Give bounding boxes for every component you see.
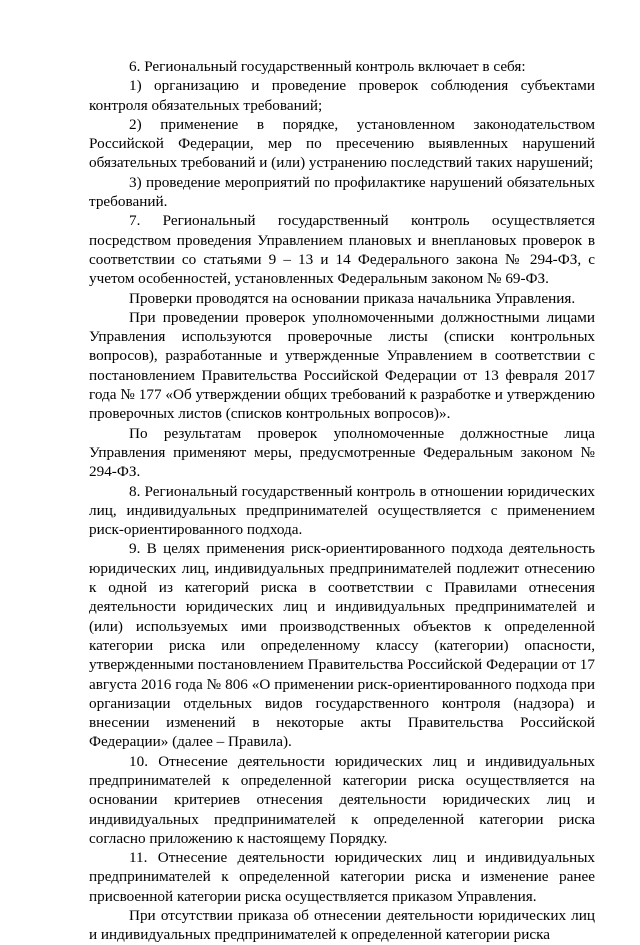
paragraph-checklists: При проведении проверок уполномоченными должностными лицами Управления используются проверочные листы (списки контрольных вопросов), разработанные и утвержденные Управлением в соответствии с постановлением Правительства Российской Федерации от 13 февраля 2017 года № 177 «Об утверждении общих требований к разработке и утверждению проверочных листов (списков контрольных вопросов)». (89, 308, 595, 423)
paragraph-9: 9. В целях применения риск-ориентированного подхода деятельность юридических лиц, индивидуальных предпринимателей подлежит отнесению к одной из категорий риска в соответствии с Правилами отнесения деятельности юридических лиц и индивидуальных предпринимателей и (или) используемых ими производственных объектов к определенной категории риска или определенному классу (категории) опасности, утвержденными постановлением Правительства Российской Федерации от 17 августа 2016 года № 806 «О применении риск-ориентированного подхода при организации отдельных видов государственного контроля (надзора) и внесении изменений в некоторые акты Правительства Российской Федерации» (далее – Правила). (89, 540, 595, 751)
paragraph-inspection-results: По результатам проверок уполномоченные должностные лица Управления применяют меры, предусмотренные Федеральным законом № 294-ФЗ. (89, 424, 595, 481)
paragraph-7: 7. Региональный государственный контроль осуществляется посредством проведения Управлением плановых и внеплановых проверок в соответствии со статьями 9 – 13 и 14 Федерального закона № 294-ФЗ, с учетом особенностей, установленных Федеральным законом № 69-ФЗ. (89, 212, 595, 288)
paragraph-6-intro: 6. Региональный государственный контроль включает в себя: (129, 58, 526, 75)
paragraph-6-item-3: 3) проведение мероприятий по профилактике нарушений обязательных требований. (89, 173, 595, 211)
paragraph-inspections-basis: Проверки проводятся на основании приказа начальника Управления. (129, 289, 576, 307)
paragraph-11: 11. Отнесение деятельности юридических лиц и индивидуальных предпринимателей к определенной категории риска и изменение ранее присвоенной категории риска осуществляется приказом Управления. (89, 849, 595, 905)
paragraph-6-item-1: 1) организацию и проведение проверок соблюдения субъектами контроля обязательных требований; (89, 77, 595, 114)
paragraph-6-item-2: 2) применение в порядке, установленном законодательством Российской Федерации, мер по пресечению выявленных нарушений обязательных требований и (или) устранению последствий таких нарушений; (89, 115, 595, 172)
paragraph-no-order: При отсутствии приказа об отнесении деятельности юридических лиц и индивидуальных предпринимателей к определенной категории риска (89, 907, 595, 944)
paragraph-10: 10. Отнесение деятельности юридических лиц и индивидуальных предпринимателей к определенной категории риска осуществляется на основании критериев отнесения деятельности юридических лиц и индивидуальных предпринимателей к определенной категории риска согласно приложению к настоящему Порядку. (89, 752, 595, 847)
paragraph-8: 8. Региональный государственный контроль в отношении юридических лиц, индивидуальных предпринимателей осуществляется с применением риск-ориентированного подхода. (89, 482, 595, 539)
